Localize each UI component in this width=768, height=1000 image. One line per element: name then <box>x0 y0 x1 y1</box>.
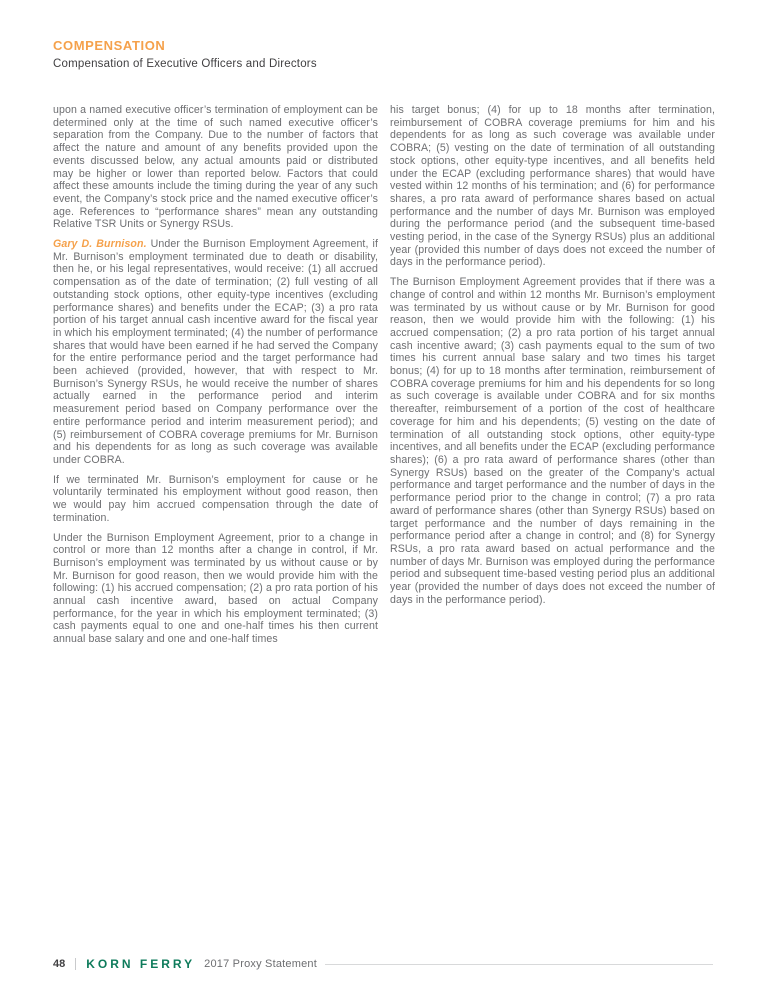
page-header <box>0 0 768 70</box>
section-subtitle: Compensation of Executive Officers and Directors <box>53 58 317 70</box>
body-columns <box>0 104 768 653</box>
person-name-lead: Gary D. Burnison. <box>53 238 151 251</box>
left-column <box>53 104 378 653</box>
footer-rule <box>325 964 713 965</box>
right-column <box>390 104 715 653</box>
paragraph: If we terminated Mr. Burnison’s employment for cause or he voluntarily terminated his employment without good reason, then we would pay him accrued compensation through the date of termination. <box>53 473 378 524</box>
page-footer <box>53 957 713 971</box>
page-number: 48 <box>53 958 66 970</box>
paragraph: Under the Burnison Employment Agreement, prior to a change in control or more than 12 months after a change in control, if Mr. Burnison’s employment was terminated by us without cause or by Mr. Burnison for good reason, then we would provide him with the following: (1) his accrued compensation; (2) a pro rata portion of his annual cash incentive award, based on actual Company performance, for the year in which his employment terminated; (3) cash payments equal to one and one-half times his then current annual base salary and one and one-half times <box>53 531 378 646</box>
footer-divider <box>75 958 76 970</box>
document-title: 2017 Proxy Statement <box>204 958 317 970</box>
paragraph: his target bonus; (4) for up to 18 months after termination, reimbursement of COBRA coverage premiums for him and his dependents for as long as such coverage was available under COBRA; (5) vesting on the date of termination of all outstanding stock options, other equity-type incentives, and all benefits held under the ECAP (excluding performance shares) that would have vested within 12 months of his termination; and (6) for performance shares, a pro rata award of performance shares based on actual performance and the number of days Mr. Burnison was employed during the performance period (and the subsequent time-based vesting period, in the case of the Synergy RSUs) plus an additional year (provided this number of days does not exceed the number of days in the performance period). <box>390 104 715 269</box>
paragraph: The Burnison Employment Agreement provides that if there was a change of control and within 12 months Mr. Burnison’s employment was terminated by us without cause or by Mr. Burnison for good reason, then we would provide him with the following: (1) his accrued compensation; (2) a pro rata portion of his target annual cash incentive award; (3) cash payments equal to the sum of two times his current annual base salary and two times his target bonus; (4) for up to 18 months after termination, reimbursement of COBRA coverage premiums for him and his dependents for so long as such coverage is available under COBRA and for six months thereafter, reimbursement of a portion of the cost of healthcare coverage for him and his dependents; (5) vesting on the date of termination of all outstanding stock options, other equity-type incentives, and all benefits under the ECAP (excluding performance shares); (6) a pro rata award of performance shares (other than Synergy RSUs) based on the greater of the Company’s actual performance and target performance and the number of days in the performance period prior to the change in control; (7) a pro rata award of performance shares (other than Synergy RSUs) based on target performance and the number of days remaining in the performance period after a change in control; and (8) for Synergy RSUs, a pro rata award based on actual performance and the number of days Mr. Burnison was employed during the performance period and subsequent time-based vesting period plus an additional year (provided the number of days does not exceed the number of days in the performance period). <box>390 276 715 606</box>
paragraph: upon a named executive officer’s termination of employment can be determined only at the time of such named executive officer’s separation from the Company. Due to the number of factors that affect the nature and amount of any benefits provided upon the events discussed below, any actual amounts paid or distributed may be higher or lower than reported below. Factors that could affect these amounts include the timing during the year of any such event, the Company’s stock price and the named executive officer’s age. References to “performance shares” mean any outstanding Relative TSR Units or Synergy RSUs. <box>53 104 378 231</box>
brand-logo: KORN FERRY <box>86 957 196 971</box>
section-kicker: COMPENSATION <box>53 38 166 53</box>
paragraph: Gary D. Burnison. Under the Burnison Employment Agreement, if Mr. Burnison’s employment terminated due to death or disability, then he, or his legal representatives, would receive: (1) all accrued compensation as of the date of termination; (2) full vesting of all outstanding stock options, other equity-type incentives (excluding performance shares) and benefits under the ECAP; (3) a pro rata portion of his target annual cash incentive award for the fiscal year in which his employment terminated; (4) the number of performance shares that would have been earned if he had served the Company for the entire performance period and the target performance had been achieved (provided, however, that with respect to Mr. Burnison’s Synergy RSUs, he would receive the number of shares actually earned in the performance period and interim measurement period based on Company performance over the entire performance period and interim measurement period); and (5) reimbursement of COBRA coverage premiums for Mr. Burnison and his dependents for as long as such coverage was available under COBRA. <box>53 238 378 466</box>
